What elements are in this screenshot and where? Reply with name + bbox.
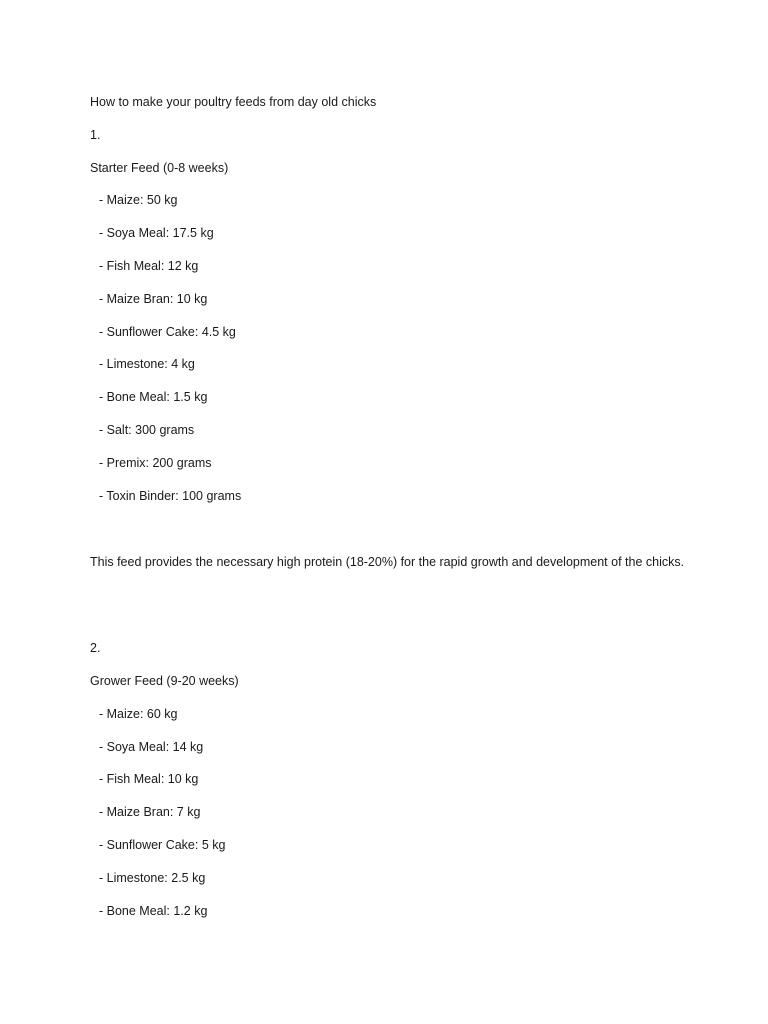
list-item: - Salt: 300 grams bbox=[99, 423, 195, 437]
list-item: - Maize: 60 kg bbox=[99, 707, 178, 721]
document-title: How to make your poultry feeds from day old chicks bbox=[90, 95, 377, 109]
section-heading: Grower Feed (9-20 weeks) bbox=[90, 674, 239, 688]
section-note: This feed provides the necessary high protein (18-20%) for the rapid growth and development of the chicks. bbox=[90, 555, 685, 569]
list-item: - Premix: 200 grams bbox=[99, 456, 212, 470]
list-item: - Toxin Binder: 100 grams bbox=[99, 489, 242, 503]
section-heading: Starter Feed (0-8 weeks) bbox=[90, 161, 229, 175]
list-item: - Soya Meal: 14 kg bbox=[99, 740, 204, 754]
list-item: - Maize Bran: 7 kg bbox=[99, 805, 201, 819]
list-item: - Maize: 50 kg bbox=[99, 193, 178, 207]
list-item: - Fish Meal: 12 kg bbox=[99, 259, 199, 273]
list-item: - Sunflower Cake: 4.5 kg bbox=[99, 325, 236, 339]
list-item: - Bone Meal: 1.2 kg bbox=[99, 904, 208, 918]
section-number: 1. bbox=[90, 128, 101, 142]
list-item: - Limestone: 4 kg bbox=[99, 357, 195, 371]
section-number: 2. bbox=[90, 641, 101, 655]
list-item: - Maize Bran: 10 kg bbox=[99, 292, 208, 306]
list-item: - Fish Meal: 10 kg bbox=[99, 772, 199, 786]
list-item: - Soya Meal: 17.5 kg bbox=[99, 226, 214, 240]
list-item: - Bone Meal: 1.5 kg bbox=[99, 390, 208, 404]
list-item: - Sunflower Cake: 5 kg bbox=[99, 838, 226, 852]
list-item: - Limestone: 2.5 kg bbox=[99, 871, 206, 885]
